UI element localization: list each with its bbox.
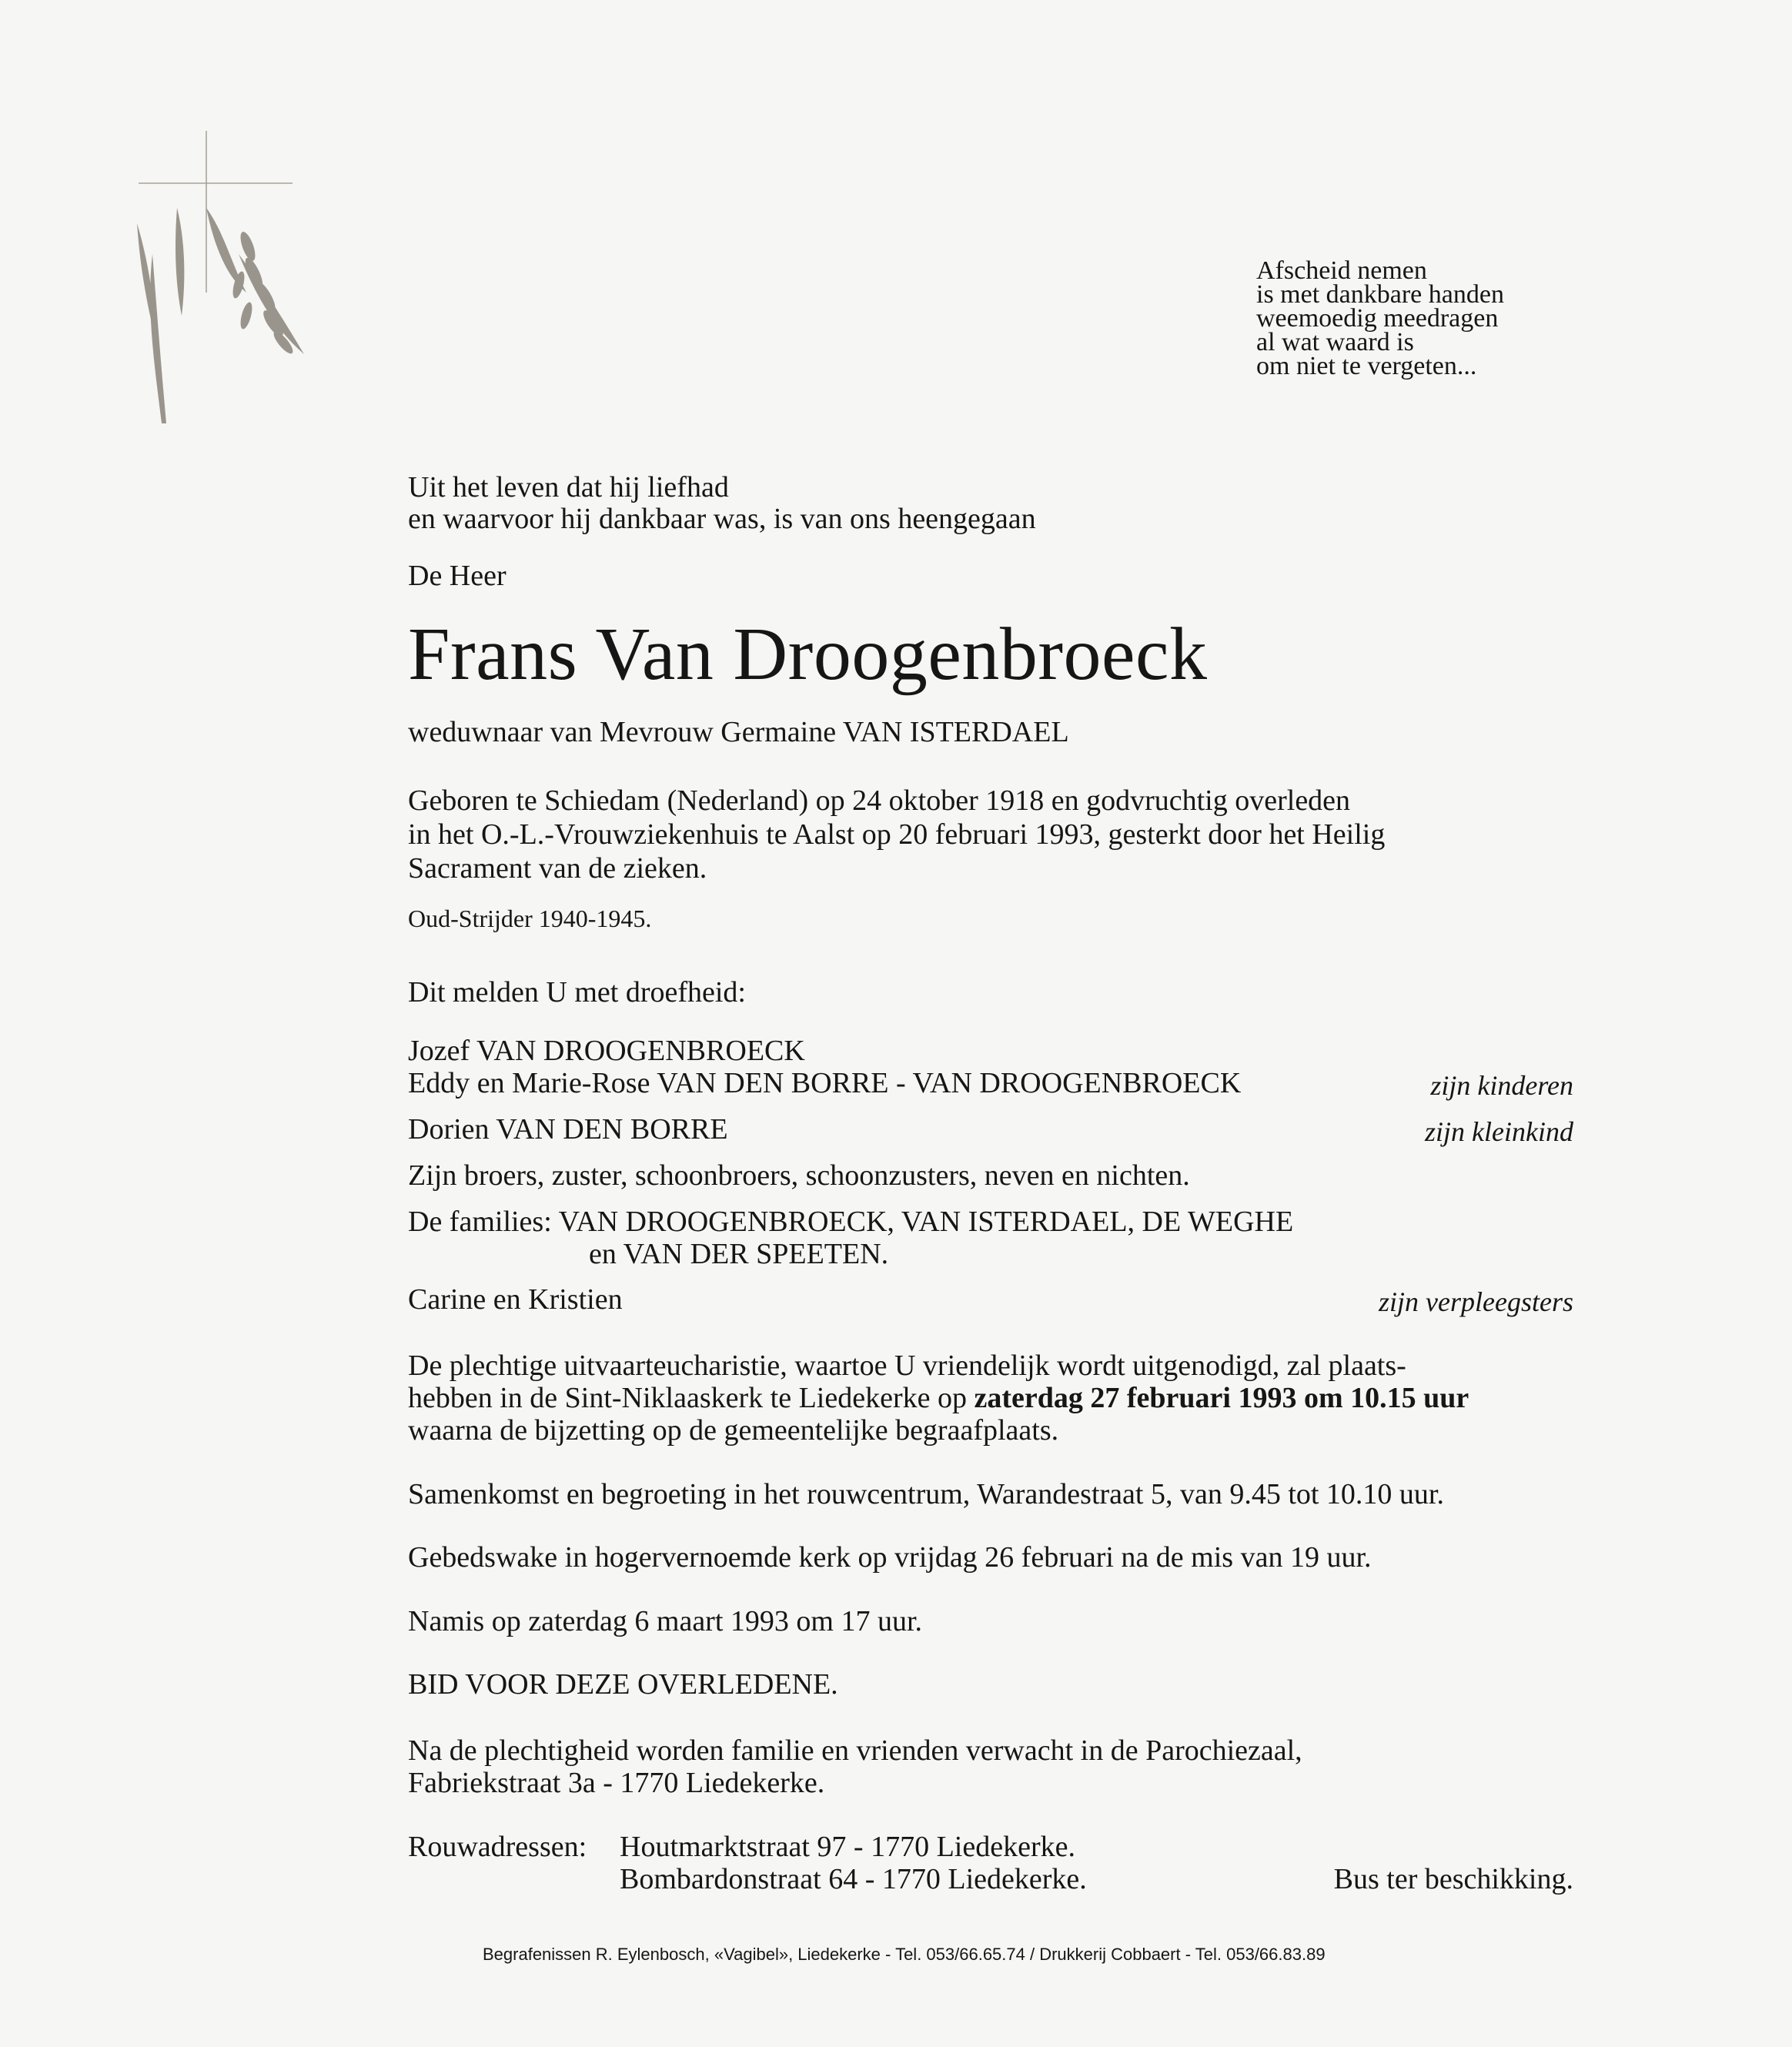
- widower-of: weduwnaar van Mevrouw Germaine VAN ISTERDAEL: [408, 716, 1069, 748]
- mailbox-note: Bus ter beschikking.: [1333, 1863, 1573, 1895]
- intro-line-2: en waarvoor hij dankbaar was, is van ons heengegaan: [408, 503, 1036, 535]
- birth-death-line-1: Geboren te Schiedam (Nederland) op 24 oktober 1918 en godvruchtig overleden: [408, 784, 1351, 817]
- veteran-note: Oud-Strijder 1940-1945.: [408, 905, 652, 932]
- vigil: Gebedswake in hogervernoemde kerk op vrijdag 26 februari na de mis van 19 uur.: [408, 1541, 1372, 1574]
- address-1: Houtmarktstraat 97 - 1770 Liedekerke.: [620, 1831, 1075, 1863]
- intro-line-1: Uit het leven dat hij liefhad: [408, 471, 729, 503]
- cross-wheat-emblem: [131, 131, 316, 423]
- funeral-line-2-text: hebben in de Sint-Niklaaskerk te Liedekerke op: [408, 1382, 975, 1414]
- poem-line: al wat waard is: [1256, 328, 1414, 356]
- birth-death-line-2: in het O.-L.-Vrouwziekenhuis te Aalst op 20 februari 1993, gesterkt door het Heilig: [408, 818, 1386, 851]
- nurses-role: zijn verpleegsters: [1379, 1286, 1573, 1317]
- funeral-line-3: waarna de bijzetting op de gemeentelijke begraafplaats.: [408, 1414, 1059, 1447]
- poem-line: om niet te vergeten...: [1256, 352, 1477, 380]
- child-1: Jozef VAN DROOGENBROECK: [408, 1035, 805, 1067]
- reception-line-2: Fabriekstraat 3a - 1770 Liedekerke.: [408, 1767, 825, 1799]
- prayer: BID VOOR DEZE OVERLEDENE.: [408, 1668, 838, 1701]
- announce: Dit melden U met droefheid:: [408, 976, 746, 1008]
- reception-line-1: Na de plechtigheid worden familie en vrienden verwacht in de Parochiezaal,: [408, 1734, 1302, 1767]
- funeral-line-1: De plechtige uitvaarteucharistie, waartoe U vriendelijk wordt uitgenodigd, zal plaats-: [408, 1350, 1406, 1382]
- grandchild: Dorien VAN DEN BORRE: [408, 1113, 728, 1146]
- children-role: zijn kinderen: [1430, 1070, 1573, 1101]
- funeral-date-time: zaterdag 27 februari 1993 om 10.15 uur: [974, 1382, 1469, 1414]
- poem-line: Afscheid nemen: [1256, 256, 1427, 285]
- relatives: Zijn broers, zuster, schoonbroers, schoonzusters, neven en nichten.: [408, 1159, 1190, 1192]
- child-2: Eddy en Marie-Rose VAN DEN BORRE - VAN DROOGENBROECK: [408, 1067, 1242, 1099]
- poem-line: weemoedig meedragen: [1256, 304, 1499, 333]
- grandchild-role: zijn kleinkind: [1425, 1116, 1573, 1147]
- namis: Namis op zaterdag 6 maart 1993 om 17 uur.: [408, 1605, 923, 1637]
- gathering: Samenkomst en begroeting in het rouwcentrum, Warandestraat 5, van 9.45 tot 10.10 uur.: [408, 1478, 1444, 1510]
- families-line-1: De families: VAN DROOGENBROECK, VAN ISTERDAEL, DE WEGHE: [408, 1206, 1294, 1238]
- salutation: De Heer: [408, 560, 507, 592]
- deceased-name: Frans Van Droogenbroeck: [408, 613, 1208, 696]
- address-2: Bombardonstraat 64 - 1770 Liedekerke.: [620, 1863, 1087, 1895]
- nurses: Carine en Kristien: [408, 1283, 623, 1316]
- families-line-2: en VAN DER SPEETEN.: [589, 1238, 889, 1270]
- birth-death-line-3: Sacrament van de zieken.: [408, 852, 707, 885]
- poem-line: is met dankbare handen: [1256, 280, 1504, 309]
- poem: [1256, 256, 1504, 380]
- addresses-label: Rouwadressen:: [408, 1831, 587, 1863]
- footer-credits: Begrafenissen R. Eylenbosch, «Vagibel», Liedekerke - Tel. 053/66.65.74 / Drukkerij Cobbaert - Tel. 053/66.83.89: [483, 1945, 1326, 1964]
